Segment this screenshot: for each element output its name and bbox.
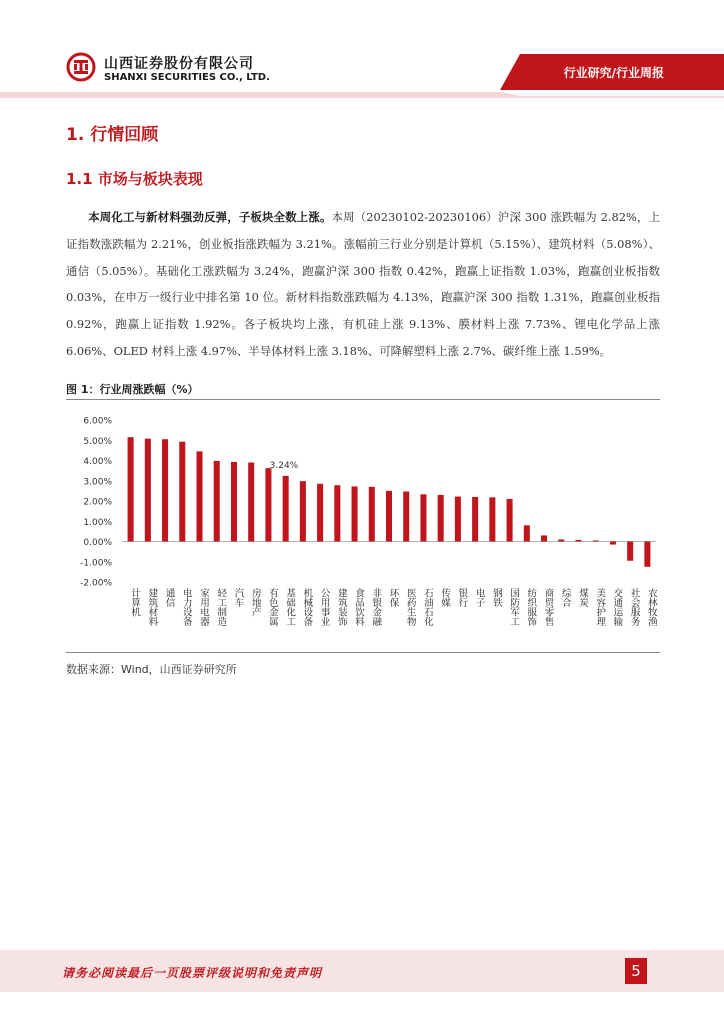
x-tick-label: 医药生物 [404, 588, 416, 626]
footer-disclaimer: 请务必阅读最后一页股票评级说明和免责声明 [62, 966, 323, 980]
figure-caption: 图 1：行业周涨跌幅（%） [66, 383, 199, 396]
x-tick-label: 有色金属 [266, 588, 278, 626]
x-tick-label: 环保 [387, 588, 399, 607]
bar [489, 497, 495, 541]
bar [558, 539, 564, 541]
bar [455, 497, 461, 542]
x-tick-label: 电力设备 [180, 588, 192, 626]
bar [334, 485, 340, 541]
bar [420, 494, 426, 541]
y-tick-label: 1.00% [83, 517, 112, 528]
y-tick-label: 5.00% [83, 436, 112, 447]
logo-icon [66, 52, 96, 82]
x-tick-label: 美容护理 [594, 588, 606, 626]
bar [541, 535, 547, 541]
x-tick-label: 机械设备 [301, 588, 313, 626]
bar [644, 542, 650, 567]
x-tick-label: 基础化工 [284, 588, 296, 626]
x-tick-label: 家用电器 [198, 588, 210, 626]
x-tick-label: 综合 [559, 588, 571, 607]
bar [248, 463, 254, 542]
bar [162, 439, 168, 541]
y-tick-label: -2.00% [80, 578, 112, 589]
bar [179, 442, 185, 542]
x-tick-label: 交通运输 [611, 588, 623, 626]
bar [128, 437, 134, 541]
bar [610, 542, 616, 545]
y-tick-label: 4.00% [83, 457, 112, 467]
x-tick-label: 社会服务 [628, 588, 640, 626]
y-tick-label: 6.00% [83, 416, 112, 427]
bar [438, 495, 444, 542]
lead-sentence: 本周化工与新材料强劲反弹，子板块全数上涨。 [88, 210, 332, 224]
bar [197, 451, 203, 541]
bar [317, 484, 323, 542]
x-tick-label: 电子 [473, 588, 485, 607]
x-tick-label: 传媒 [439, 588, 451, 607]
body-text: 本周（20230102-20230106）沪深 300 涨跌幅为 2.82%，上证指数涨跌幅为 2.21%，创业板指涨跌幅为 3.21%。涨幅前三行业分别是计算机（5.15%）、建筑材料（5.08%）、通信（5.05%）。基础化工涨跌幅为 3.24%，跑赢沪深 300 指数 0.42%，跑赢上证指数 1.03%，跑赢创业板指数 0.03%，在申万一级行业中排名第 10 位。新材料指数涨跌幅为 4.13%，跑赢沪深 300 指数 1.31%，跑赢创业板指 0.92%，跑赢上证指数 1.92%。各子板块均上涨，有机硅上涨 9.13%、膜材料上涨 7.73%、锂电化学品上涨 6.06%、OLED 材料上涨 4.97%、半导体材料上涨 3.18%、可降解塑料上涨 2.7%、碳纤维上涨 1.59%。 [66, 210, 660, 358]
bar [265, 468, 271, 541]
y-tick-label: 3.00% [83, 477, 112, 488]
figure-top-rule [66, 399, 660, 400]
x-tick-label: 计算机 [129, 588, 141, 617]
x-tick-label: 商贸零售 [542, 588, 554, 626]
bar [575, 540, 581, 542]
bar [403, 491, 409, 541]
x-tick-label: 钢铁 [490, 588, 502, 607]
bar [472, 497, 478, 542]
x-tick-label: 通信 [163, 588, 175, 607]
x-tick-label: 农林牧渔 [645, 588, 657, 626]
x-tick-label: 国防军工 [508, 588, 520, 626]
header-band [0, 0, 724, 100]
x-tick-label: 轻工制造 [215, 588, 227, 626]
bar [507, 499, 513, 542]
x-tick-label: 煤炭 [576, 588, 588, 607]
data-label: 3.24% [269, 460, 299, 471]
x-tick-label: 房地产 [249, 588, 261, 617]
page-number: 5 [625, 958, 647, 984]
x-tick-label: 非银金融 [370, 588, 382, 626]
bar [283, 476, 289, 542]
bar [369, 487, 375, 542]
bar [214, 461, 220, 542]
x-tick-label: 石油石化 [421, 588, 433, 626]
bar [352, 486, 358, 541]
bar [593, 540, 599, 541]
x-tick-label: 建筑装饰 [335, 588, 347, 626]
company-name-cn: 山西证券股份有限公司 [104, 56, 254, 72]
bar [145, 439, 151, 542]
section-heading: 1. 行情回顾 [66, 125, 159, 145]
x-tick-label: 汽车 [232, 588, 244, 607]
y-tick-label: 0.00% [83, 538, 112, 548]
y-tick-label: -1.00% [80, 558, 112, 569]
subsection-heading: 1.1 市场与板块表现 [66, 170, 203, 188]
bar [300, 481, 306, 541]
bar-chart [66, 402, 660, 648]
bar [231, 462, 237, 542]
bar [524, 525, 530, 541]
figure-bottom-rule [66, 652, 660, 653]
x-tick-label: 公用事业 [318, 588, 330, 626]
x-tick-label: 食品饮料 [353, 588, 365, 626]
x-tick-label: 银行 [456, 588, 468, 607]
x-tick-label: 建筑材料 [146, 588, 158, 626]
bar [627, 542, 633, 561]
data-source: 数据来源：Wind，山西证券研究所 [66, 663, 237, 676]
footer-band [0, 950, 724, 1024]
bar [386, 491, 392, 542]
x-tick-label: 纺织服饰 [525, 588, 537, 626]
report-type: 行业研究/行业周报 [563, 66, 664, 80]
company-name-en: SHANXI SECURITIES CO., LTD. [104, 72, 270, 83]
y-tick-label: 2.00% [83, 497, 112, 508]
body-paragraph [66, 204, 660, 365]
